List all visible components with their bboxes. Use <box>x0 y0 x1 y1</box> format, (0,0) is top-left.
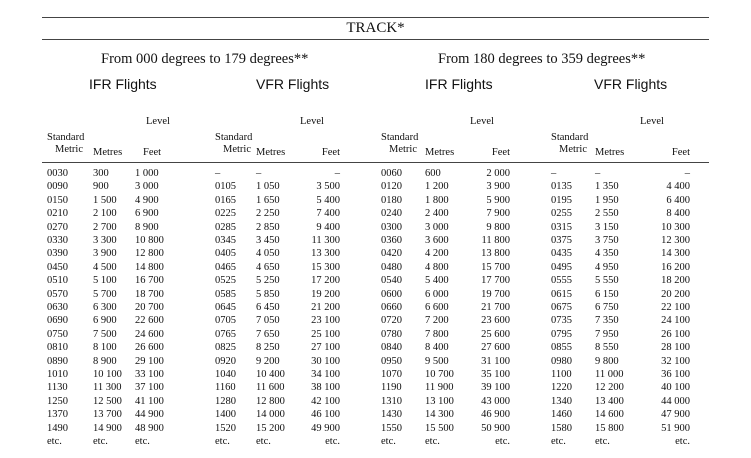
metres-cell: 8 100 <box>93 342 117 354</box>
std-metric-cell: etc. <box>381 436 396 447</box>
standard-metric-header: Standard <box>381 132 419 143</box>
metres-cell: 1 350 <box>595 181 619 193</box>
feet-cell: 46 900 <box>481 409 510 421</box>
metres-cell: 9 500 <box>425 355 449 367</box>
std-metric-cell: 0720 <box>381 315 402 327</box>
feet-cell: 5 900 <box>486 194 510 206</box>
metres-cell: 14 000 <box>256 409 285 421</box>
std-metric-cell: 1550 <box>381 422 402 434</box>
feet-cell: 23 600 <box>481 315 510 327</box>
std-metric-cell: 1190 <box>381 382 402 394</box>
metres-cell: 10 700 <box>425 369 454 380</box>
feet-cell: 21 200 <box>311 302 340 313</box>
feet-cell: 27 100 <box>311 342 340 354</box>
feet-cell: 24 600 <box>135 328 164 340</box>
metres-cell: 1 200 <box>425 181 449 193</box>
metres-cell: 5 850 <box>256 288 280 300</box>
std-metric-cell: 0240 <box>381 208 402 220</box>
feet-cell: 16 700 <box>135 275 164 287</box>
metres-cell: 1 500 <box>93 194 117 206</box>
metres-cell: 12 200 <box>595 382 624 394</box>
std-metric-cell: 0285 <box>215 221 236 233</box>
std-metric-cell: 0630 <box>47 302 68 313</box>
metres-cell: 6 300 <box>93 302 117 313</box>
feet-cell: 31 100 <box>481 355 510 367</box>
standard-metric-header: Metric <box>55 144 83 155</box>
std-metric-cell: 1220 <box>551 382 572 394</box>
metres-cell: 1 050 <box>256 181 280 193</box>
feet-cell: 35 100 <box>481 369 510 380</box>
metres-cell: 6 000 <box>425 288 449 300</box>
metres-cell: 3 600 <box>425 235 449 246</box>
feet-cell: 48 900 <box>135 422 164 434</box>
std-metric-cell: 0570 <box>47 288 68 300</box>
metres-cell: 8 250 <box>256 342 280 354</box>
feet-cell: 19 700 <box>481 288 510 300</box>
feet-cell: 32 100 <box>661 355 690 367</box>
feet-cell: 33 100 <box>135 369 164 380</box>
metres-cell: 11 300 <box>93 382 122 394</box>
metres-cell: 8 900 <box>93 355 117 367</box>
std-metric-cell: 0120 <box>381 181 402 193</box>
metres-cell: 7 650 <box>256 328 280 340</box>
std-metric-cell: 0480 <box>381 261 402 273</box>
std-metric-cell: 1040 <box>215 369 236 380</box>
standard-metric-header: Metric <box>389 144 417 155</box>
metres-cell: 2 700 <box>93 221 117 233</box>
level-header: Level <box>470 116 494 127</box>
standard-metric-header: Standard <box>215 132 253 143</box>
feet-cell: – <box>334 168 340 179</box>
std-metric-cell: 1580 <box>551 422 572 434</box>
feet-cell: 6 400 <box>666 194 690 206</box>
feet-cell: 39 100 <box>481 382 510 394</box>
std-metric-cell: 0600 <box>381 288 402 300</box>
metres-cell: 9 200 <box>256 355 280 367</box>
metres-cell: 14 900 <box>93 422 122 434</box>
feet-cell: 3 500 <box>316 181 340 193</box>
feet-cell: 17 700 <box>481 275 510 287</box>
std-metric-cell: 0135 <box>551 181 572 193</box>
feet-cell: 11 800 <box>481 235 510 246</box>
metres-cell: 7 950 <box>595 328 619 340</box>
feet-cell: 27 600 <box>481 342 510 354</box>
metres-cell: 15 200 <box>256 422 285 434</box>
metres-cell: 8 550 <box>595 342 619 354</box>
feet-cell: 36 100 <box>661 369 690 380</box>
feet-cell: 10 800 <box>135 235 164 246</box>
metres-cell: 2 850 <box>256 221 280 233</box>
feet-cell: 44 900 <box>135 409 164 421</box>
metres-cell: 4 200 <box>425 248 449 260</box>
feet-header: Feet <box>671 147 690 158</box>
metres-cell: 5 700 <box>93 288 117 300</box>
metres-cell: 3 000 <box>425 221 449 233</box>
std-metric-cell: 0920 <box>215 355 236 367</box>
std-metric-cell: 1100 <box>551 369 572 380</box>
metres-cell: 3 300 <box>93 235 117 246</box>
std-metric-cell: 1250 <box>47 395 68 407</box>
metres-cell: 2 100 <box>93 208 117 220</box>
metres-cell: 5 400 <box>425 275 449 287</box>
feet-cell: 43 000 <box>481 395 510 407</box>
std-metric-cell: 0705 <box>215 315 236 327</box>
feet-cell: 21 700 <box>481 302 510 313</box>
std-metric-cell: 0375 <box>551 235 572 246</box>
std-metric-cell: 0105 <box>215 181 236 193</box>
metres-cell: 11 600 <box>256 382 285 394</box>
std-metric-cell: 1430 <box>381 409 402 421</box>
metres-cell: 10 400 <box>256 369 285 380</box>
standard-metric-header: Standard <box>47 132 85 143</box>
header-rule <box>42 162 709 163</box>
metres-header: Metres <box>425 147 455 158</box>
feet-cell: 3 000 <box>135 181 159 193</box>
std-metric-cell: etc. <box>215 436 230 447</box>
metres-cell: 4 800 <box>425 261 449 273</box>
metres-cell: 4 950 <box>595 261 619 273</box>
std-metric-cell: 1280 <box>215 395 236 407</box>
metres-cell: 11 900 <box>425 382 454 394</box>
feet-cell: 22 600 <box>135 315 164 327</box>
std-metric-cell: – <box>551 168 557 179</box>
feet-cell: etc. <box>135 436 150 447</box>
std-metric-cell: 0890 <box>47 355 68 367</box>
metres-cell: 3 900 <box>93 248 117 260</box>
std-metric-cell: 0150 <box>47 194 68 206</box>
std-metric-cell: 1370 <box>47 409 68 421</box>
metres-cell: 3 150 <box>595 221 619 233</box>
feet-cell: 18 700 <box>135 288 164 300</box>
feet-cell: 30 100 <box>311 355 340 367</box>
std-metric-cell: 1310 <box>381 395 402 407</box>
std-metric-cell: 0525 <box>215 275 236 287</box>
std-metric-cell: 1130 <box>47 382 68 394</box>
std-metric-cell: – <box>215 168 221 179</box>
feet-header: Feet <box>491 147 510 158</box>
feet-cell: 28 100 <box>661 342 690 354</box>
metres-cell: 2 550 <box>595 208 619 220</box>
feet-cell: 17 200 <box>311 275 340 287</box>
feet-cell: 15 700 <box>481 261 510 273</box>
feet-cell: 11 300 <box>311 235 340 246</box>
metres-cell: 1 650 <box>256 194 280 206</box>
feet-cell: 7 400 <box>316 208 340 220</box>
metres-cell: 14 600 <box>595 409 624 421</box>
title-rule <box>42 39 709 40</box>
std-metric-cell: 0255 <box>551 208 572 220</box>
std-metric-cell: 0795 <box>551 328 572 340</box>
feet-cell: 14 800 <box>135 261 164 273</box>
std-metric-cell: 0765 <box>215 328 236 340</box>
std-metric-cell: 0060 <box>381 168 402 179</box>
metres-header: Metres <box>595 147 625 158</box>
standard-metric-header: Metric <box>223 144 251 155</box>
std-metric-cell: 0225 <box>215 208 236 220</box>
ifr-heading-left: IFR Flights <box>89 76 157 92</box>
std-metric-cell: 0660 <box>381 302 402 313</box>
feet-cell: 9 400 <box>316 221 340 233</box>
feet-cell: 47 900 <box>661 409 690 421</box>
std-metric-cell: 0495 <box>551 261 572 273</box>
metres-cell: 13 400 <box>595 395 624 407</box>
metres-cell: – <box>595 168 601 179</box>
feet-cell: 9 800 <box>486 221 510 233</box>
std-metric-cell: 1490 <box>47 422 68 434</box>
feet-cell: 34 100 <box>311 369 340 380</box>
ifr-heading-right: IFR Flights <box>425 76 493 92</box>
standard-metric-header: Metric <box>559 144 587 155</box>
metres-cell: 600 <box>425 168 441 179</box>
feet-cell: 40 100 <box>661 382 690 394</box>
std-metric-cell: 1070 <box>381 369 402 380</box>
feet-cell: 7 900 <box>486 208 510 220</box>
std-metric-cell: 0750 <box>47 328 68 340</box>
metres-cell: 14 300 <box>425 409 454 421</box>
std-metric-cell: 1460 <box>551 409 572 421</box>
feet-cell: 37 100 <box>135 382 164 394</box>
feet-cell: 25 600 <box>481 328 510 340</box>
metres-cell: 1 950 <box>595 194 619 206</box>
metres-cell: 13 700 <box>93 409 122 421</box>
feet-cell: 20 700 <box>135 302 164 313</box>
feet-cell: 20 200 <box>661 288 690 300</box>
std-metric-cell: 0855 <box>551 342 572 354</box>
std-metric-cell: 0825 <box>215 342 236 354</box>
std-metric-cell: 0810 <box>47 342 68 354</box>
metres-cell: etc. <box>93 436 108 447</box>
metres-cell: 5 100 <box>93 275 117 287</box>
std-metric-cell: 1400 <box>215 409 236 421</box>
std-metric-cell: 0690 <box>47 315 68 327</box>
std-metric-cell: 0585 <box>215 288 236 300</box>
metres-cell: 6 900 <box>93 315 117 327</box>
metres-cell: 1 800 <box>425 194 449 206</box>
metres-cell: etc. <box>425 436 440 447</box>
feet-cell: etc. <box>495 436 510 447</box>
std-metric-cell: 0420 <box>381 248 402 260</box>
feet-cell: 13 800 <box>481 248 510 260</box>
std-metric-cell: 0950 <box>381 355 402 367</box>
std-metric-cell: etc. <box>551 436 566 447</box>
metres-cell: – <box>256 168 262 179</box>
metres-cell: 7 050 <box>256 315 280 327</box>
metres-cell: 4 050 <box>256 248 280 260</box>
std-metric-cell: 0435 <box>551 248 572 260</box>
feet-cell: 6 900 <box>135 208 159 220</box>
metres-cell: 7 800 <box>425 328 449 340</box>
feet-cell: 22 100 <box>661 302 690 313</box>
feet-cell: 2 000 <box>486 168 510 179</box>
std-metric-cell: 0450 <box>47 261 68 273</box>
feet-cell: 16 200 <box>661 261 690 273</box>
metres-cell: 3 750 <box>595 235 619 246</box>
std-metric-cell: 0675 <box>551 302 572 313</box>
metres-cell: 6 150 <box>595 288 619 300</box>
metres-cell: etc. <box>595 436 610 447</box>
range-heading-right: From 180 degrees to 359 degrees** <box>438 51 646 67</box>
std-metric-cell: 0030 <box>47 168 68 179</box>
metres-cell: 6 450 <box>256 302 280 313</box>
metres-cell: 4 650 <box>256 261 280 273</box>
metres-cell: 6 750 <box>595 302 619 313</box>
std-metric-cell: 1010 <box>47 369 68 380</box>
std-metric-cell: 0540 <box>381 275 402 287</box>
std-metric-cell: 0405 <box>215 248 236 260</box>
range-heading-left: From 000 degrees to 179 degrees** <box>101 51 309 67</box>
std-metric-cell: 0195 <box>551 194 572 206</box>
std-metric-cell: 1520 <box>215 422 236 434</box>
std-metric-cell: 0615 <box>551 288 572 300</box>
std-metric-cell: 0210 <box>47 208 68 220</box>
feet-cell: 8 400 <box>666 208 690 220</box>
metres-cell: 15 500 <box>425 422 454 434</box>
std-metric-cell: 0980 <box>551 355 572 367</box>
std-metric-cell: 0645 <box>215 302 236 313</box>
metres-cell: 4 350 <box>595 248 619 260</box>
metres-cell: 7 500 <box>93 328 117 340</box>
feet-cell: 10 300 <box>661 221 690 233</box>
feet-cell: 23 100 <box>311 315 340 327</box>
std-metric-cell: 0300 <box>381 221 402 233</box>
std-metric-cell: 0330 <box>47 235 68 246</box>
vfr-heading-left: VFR Flights <box>256 76 330 92</box>
feet-cell: – <box>684 168 690 179</box>
feet-cell: 1 000 <box>135 168 159 179</box>
metres-header: Metres <box>256 147 286 158</box>
metres-cell: 10 100 <box>93 369 122 380</box>
level-header: Level <box>146 116 170 127</box>
feet-cell: 18 200 <box>661 275 690 287</box>
feet-cell: 46 100 <box>311 409 340 421</box>
metres-cell: 15 800 <box>595 422 624 434</box>
std-metric-cell: 0735 <box>551 315 572 327</box>
std-metric-cell: 0555 <box>551 275 572 287</box>
metres-cell: etc. <box>256 436 271 447</box>
feet-header: Feet <box>321 147 340 158</box>
feet-cell: 26 100 <box>661 328 690 340</box>
top-rule <box>42 17 709 18</box>
metres-cell: 5 250 <box>256 275 280 287</box>
metres-header: Metres <box>93 147 123 158</box>
feet-cell: 38 100 <box>311 382 340 394</box>
std-metric-cell: 0360 <box>381 235 402 246</box>
feet-cell: 26 600 <box>135 342 164 354</box>
feet-cell: etc. <box>325 436 340 447</box>
feet-cell: 41 100 <box>135 395 164 407</box>
metres-cell: 8 400 <box>425 342 449 354</box>
std-metric-cell: etc. <box>47 436 62 447</box>
vfr-heading-right: VFR Flights <box>594 76 668 92</box>
feet-cell: 44 000 <box>661 395 690 407</box>
std-metric-cell: 0165 <box>215 194 236 206</box>
feet-cell: 4 400 <box>666 181 690 193</box>
feet-cell: 8 900 <box>135 221 159 233</box>
metres-cell: 7 200 <box>425 315 449 327</box>
std-metric-cell: 0840 <box>381 342 402 354</box>
feet-cell: 4 900 <box>135 194 159 206</box>
std-metric-cell: 0780 <box>381 328 402 340</box>
std-metric-cell: 0270 <box>47 221 68 233</box>
metres-cell: 12 500 <box>93 395 122 407</box>
metres-cell: 13 100 <box>425 395 454 407</box>
feet-cell: 12 300 <box>661 235 690 246</box>
feet-cell: 19 200 <box>311 288 340 300</box>
metres-cell: 11 000 <box>595 369 624 380</box>
feet-cell: 29 100 <box>135 355 164 367</box>
std-metric-cell: 0390 <box>47 248 68 260</box>
feet-cell: 3 900 <box>486 181 510 193</box>
feet-cell: 50 900 <box>481 422 510 434</box>
std-metric-cell: 0315 <box>551 221 572 233</box>
metres-cell: 9 800 <box>595 355 619 367</box>
feet-cell: 13 300 <box>311 248 340 260</box>
metres-cell: 12 800 <box>256 395 285 407</box>
metres-cell: 3 450 <box>256 235 280 246</box>
metres-cell: 4 500 <box>93 261 117 273</box>
std-metric-cell: 1160 <box>215 382 236 394</box>
metres-cell: 900 <box>93 181 109 193</box>
std-metric-cell: 0180 <box>381 194 402 206</box>
metres-cell: 2 250 <box>256 208 280 220</box>
std-metric-cell: 1340 <box>551 395 572 407</box>
level-header: Level <box>300 116 324 127</box>
feet-cell: 25 100 <box>311 328 340 340</box>
level-header: Level <box>640 116 664 127</box>
feet-cell: etc. <box>675 436 690 447</box>
metres-cell: 6 600 <box>425 302 449 313</box>
feet-cell: 15 300 <box>311 261 340 273</box>
std-metric-cell: 0345 <box>215 235 236 246</box>
metres-cell: 5 550 <box>595 275 619 287</box>
feet-cell: 24 100 <box>661 315 690 327</box>
std-metric-cell: 0510 <box>47 275 68 287</box>
std-metric-cell: 0090 <box>47 181 68 193</box>
feet-cell: 51 900 <box>661 422 690 434</box>
feet-cell: 5 400 <box>316 194 340 206</box>
metres-cell: 300 <box>93 168 109 179</box>
feet-cell: 42 100 <box>311 395 340 407</box>
metres-cell: 2 400 <box>425 208 449 220</box>
page-title: TRACK* <box>346 20 405 36</box>
feet-cell: 12 800 <box>135 248 164 260</box>
std-metric-cell: 0465 <box>215 261 236 273</box>
feet-cell: 14 300 <box>661 248 690 260</box>
feet-cell: 49 900 <box>311 422 340 434</box>
metres-cell: 7 350 <box>595 315 619 327</box>
standard-metric-header: Standard <box>551 132 589 143</box>
feet-header: Feet <box>143 147 162 158</box>
